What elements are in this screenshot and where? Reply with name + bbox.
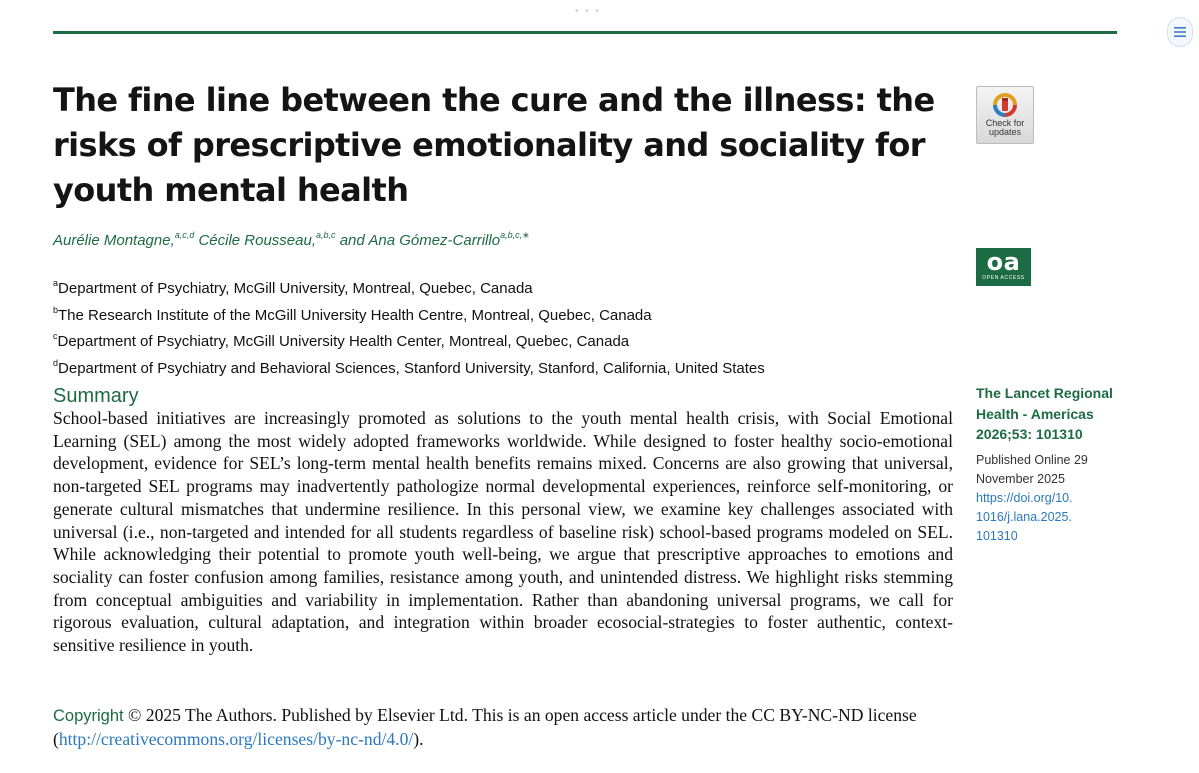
copyright-label: Copyright	[53, 707, 124, 725]
copyright-notice	[53, 704, 953, 751]
check-for-updates-badge[interactable]	[976, 86, 1034, 144]
affiliation-text: The Research Institute of the McGill University Health Centre, Montreal, Quebec, Canada	[58, 306, 652, 324]
author-joiner: and	[339, 232, 365, 249]
summary-heading: Summary	[53, 385, 139, 407]
author-name[interactable]: Cécile Rousseau,	[198, 232, 316, 249]
copyright-text: © 2025 The Authors. Published by Elsevier Ltd. This is an open access article under the CC BY-NC-ND license (	[53, 705, 917, 749]
affiliation-item	[53, 326, 765, 353]
affiliation-text: Department of Psychiatry, McGill University, Montreal, Quebec, Canada	[58, 280, 533, 297]
affiliation-list	[53, 273, 765, 379]
license-link[interactable]: http://creativecommons.org/licenses/by-nc-nd/4.0/	[58, 729, 414, 749]
affiliation-text: Department of Psychiatry and Behavioral Sciences, Stanford University, Stanford, California, United States	[58, 359, 765, 377]
journal-citation: The Lancet Regional Health - Americas 2026;53: 101310	[976, 385, 1113, 442]
affiliation-item	[53, 300, 765, 327]
affiliation-marker: b	[53, 304, 59, 315]
affiliation-item	[53, 273, 765, 300]
affiliation-marker: c	[53, 331, 58, 341]
author-list	[53, 230, 530, 249]
check-updates-line2: updates	[988, 127, 1022, 137]
check-updates-line1: Check for	[985, 118, 1025, 128]
header-rule	[53, 31, 1117, 34]
affiliation-marker: d	[53, 357, 59, 368]
copyright-end: ).	[413, 729, 424, 749]
menu-button[interactable]	[1167, 17, 1193, 47]
published-date: Published Online 29 November 2025	[976, 452, 1088, 486]
author-name[interactable]: Aurélie Montagne,	[53, 232, 175, 249]
hamburger-icon	[1174, 26, 1186, 38]
author-affil-marker: a,b,c,∗	[500, 230, 530, 240]
open-access-badge	[976, 248, 1031, 286]
summary-text: School-based initiatives are increasingly promoted as solutions to the youth mental health crisis, with Social Emotional Learning (SEL) among the most widely adopted frameworks worldwide. While designed to foster healthy socio-emotional development, evidence for SEL’s long-term mental health benefits remains mixed. Concerns are also growing that universal, non-targeted SEL programs may inadvertently pathologize normal developmental experiences, reinforce self-monitoring, or generate cultural mismatches that undermine resilience. In this personal view, we examine key challenges associated with universal (i.e., non-targeted and intended for all students regardless of baseline risk) school-based programs modeled on SEL. While acknowledging their potential to promote youth well-being, we argue that prescriptive approaches to emotions and sociality can foster confusion among families, resistance among youth, and unintended distress. We highlight risks stemming from conceptual ambiguities and variability in implementation. Rather than abandoning universal programs, we call for rigorous evaluation, cultural adaptation, and integration within broader ecosocial-strategies to foster authentic, context-sensitive resilience in youth.	[53, 408, 953, 656]
article-title: The fine line between the cure and the illness: the risks of prescriptive emotionality and sociality for youth mental health	[53, 81, 935, 209]
author-affil-marker: a,b,c	[316, 230, 336, 240]
affiliation-item	[53, 353, 765, 380]
oa-logo-subtext: OPEN ACCESS	[982, 275, 1025, 281]
crossmark-icon	[991, 91, 1019, 119]
affiliation-marker: a	[53, 278, 59, 288]
article-sidebar	[976, 383, 1116, 546]
author-name[interactable]: Ana Gómez-Carrillo	[368, 232, 501, 249]
doi-link[interactable]: https://doi.org/10.1016/j.lana.2025.101310	[976, 490, 1073, 543]
oa-logo-text: oa	[986, 248, 1021, 276]
page-handle-dots: • • •	[575, 6, 602, 17]
author-affil-marker: a,c,d	[174, 230, 195, 240]
affiliation-text: Department of Psychiatry, McGill University Health Center, Montreal, Quebec, Canada	[57, 333, 630, 350]
